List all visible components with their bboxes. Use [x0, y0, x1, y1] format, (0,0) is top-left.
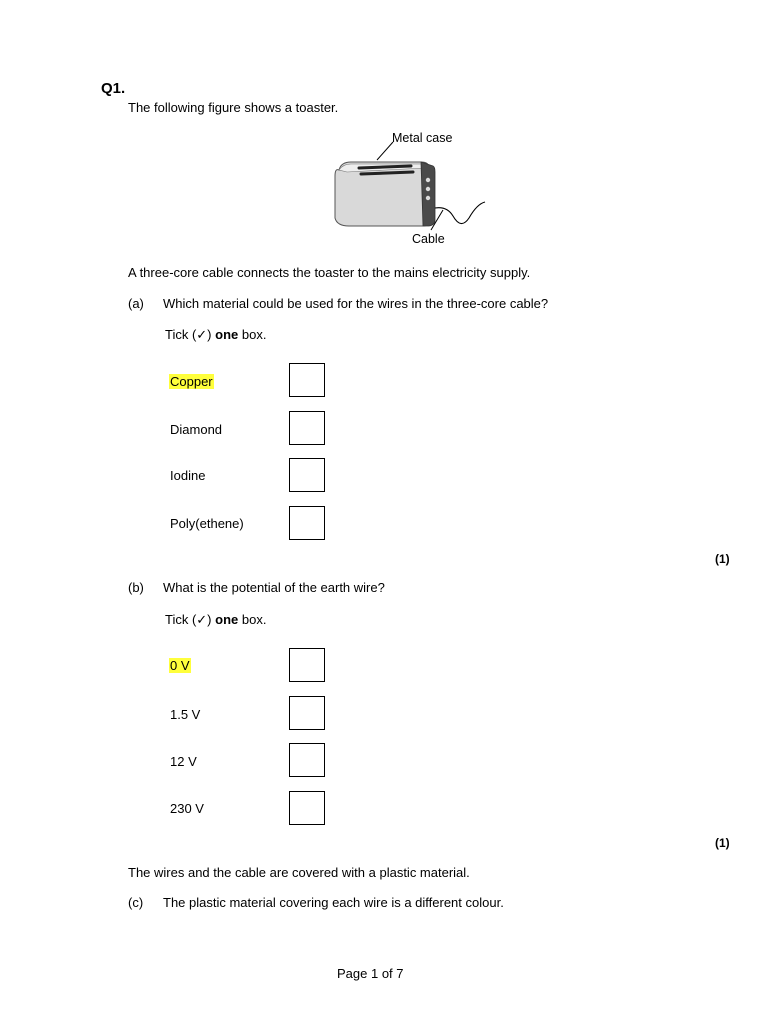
- part-b-label: (b): [128, 580, 144, 595]
- stem-text: A three-core cable connects the toaster to the mains electricity supply.: [128, 265, 531, 280]
- option-12v: 12 V: [170, 754, 197, 769]
- part-b-question: What is the potential of the earth wire?: [163, 580, 385, 595]
- part-a-marks: (1): [715, 552, 730, 566]
- figure-label-cable: Cable: [412, 232, 445, 246]
- option-iodine: Iodine: [170, 468, 206, 483]
- option-230v: 230 V: [170, 801, 204, 816]
- checkbox-poly-ethene[interactable]: [289, 506, 325, 540]
- part-a-instruction: Tick (✓) one box.: [165, 327, 267, 342]
- question-number: Q1.: [101, 80, 126, 97]
- option-1-5v: 1.5 V: [170, 707, 201, 722]
- checkbox-copper[interactable]: [289, 363, 325, 397]
- checkbox-230v[interactable]: [289, 791, 325, 825]
- checkbox-diamond[interactable]: [289, 411, 325, 445]
- checkbox-iodine[interactable]: [289, 458, 325, 492]
- page-number: Page 1 of 7: [337, 966, 404, 981]
- part-a-question: Which material could be used for the wires in the three-core cable?: [163, 296, 549, 311]
- option-diamond: Diamond: [170, 422, 223, 437]
- part-a-label: (a): [128, 296, 144, 311]
- part-b-instruction: Tick (✓) one box.: [165, 612, 267, 627]
- checkbox-12v[interactable]: [289, 743, 325, 777]
- figure-label-metal-case: Metal case: [392, 131, 453, 145]
- toaster-figure: [325, 140, 500, 235]
- part-c-label: (c): [128, 895, 144, 910]
- option-poly-ethene: Poly(ethene): [170, 516, 244, 531]
- part-b-marks: (1): [715, 836, 730, 850]
- option-0v: 0 V: [170, 658, 190, 673]
- checkbox-0v[interactable]: [289, 648, 325, 682]
- covering-text: The wires and the cable are covered with a plastic material.: [128, 865, 470, 880]
- intro-text: The following figure shows a toaster.: [128, 100, 339, 115]
- option-copper: Copper: [170, 374, 213, 389]
- part-c-question: The plastic material covering each wire is a different colour.: [163, 895, 504, 910]
- checkbox-1-5v[interactable]: [289, 696, 325, 730]
